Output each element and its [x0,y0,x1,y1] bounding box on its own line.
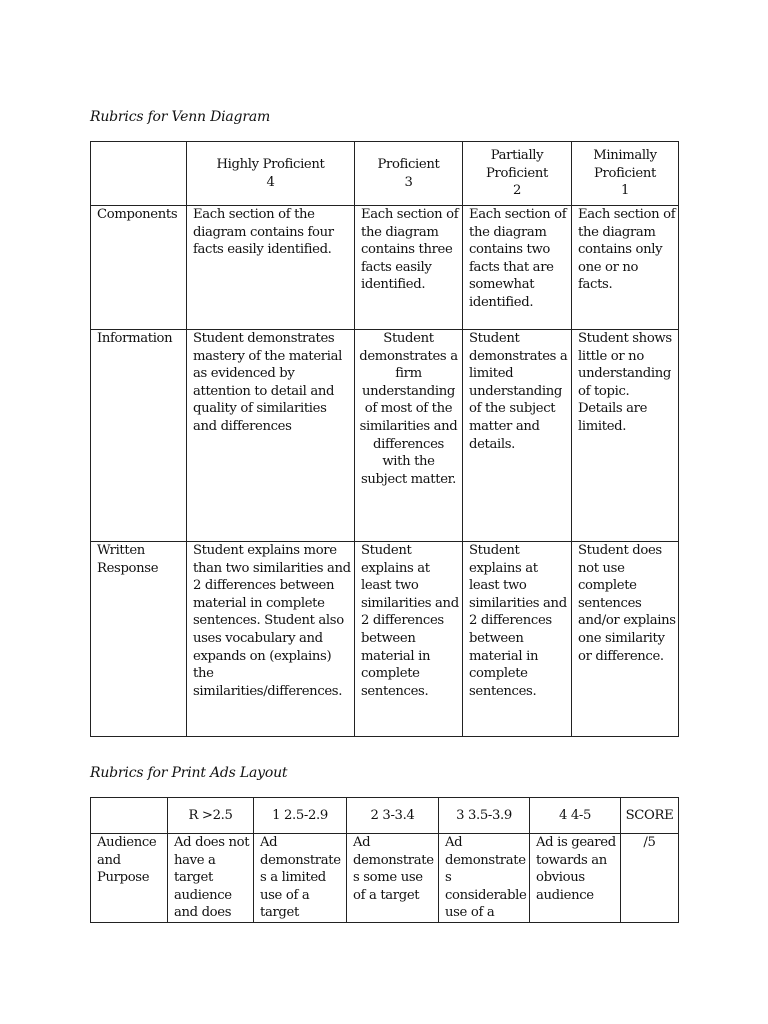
score-cell: /5 [621,834,679,923]
rubric-cell: Ad is geared towards an obvious audience [530,834,621,923]
header-score: 3 [404,174,413,190]
header-score: 2 [512,183,522,199]
table-header-row [91,142,679,206]
header-corner-cell [91,798,168,834]
criterion-information: Information [91,330,187,542]
criterion-audience-purpose: Audience and Purpose [91,834,168,923]
criterion-written-response: Written Response [91,542,187,737]
header-score-2: 2 3-3.4 [347,798,439,834]
header-score: 1 [620,183,630,199]
header-partially-proficient [463,142,572,206]
table-row [91,330,679,542]
header-score-1: 1 2.5-2.9 [254,798,347,834]
header-score-4: 4 4-5 [530,798,621,834]
header-score-r: R >2.5 [168,798,254,834]
rubric-cell: Student demonstrates a firm understanding of most of the similarities and differences with the subject matter. [355,330,463,542]
header-corner-cell [91,142,187,206]
header-label: Partially Proficient [486,148,548,181]
rubric-cell: Student explains more than two similarities and 2 differences between material in complete sentences. Student also uses vocabulary and expands on (explains) the similarities/differences. [187,542,355,737]
print-ads-rubric-table [90,797,679,923]
header-label: Minimally Proficient [593,148,657,181]
venn-rubric-caption: Rubrics for Venn Diagram [90,109,271,125]
header-score-total: SCORE [621,798,679,834]
rubric-cell: Student demonstrates a limited understanding of the subject matter and details. [463,330,572,542]
header-label: Highly Proficient [216,156,325,172]
rubric-cell: Each section of the diagram contains only one or no facts. [572,206,679,330]
table-row [91,542,679,737]
header-score-3: 3 3.5-3.9 [439,798,530,834]
rubric-cell: Ad demonstrates some use of a target [347,834,439,923]
rubric-cell: Each section of the diagram contains two facts that are somewhat identified. [463,206,572,330]
header-label: Proficient [377,156,440,172]
rubric-cell: Ad demonstrates a limited use of a target [254,834,347,923]
rubric-cell: Each section of the diagram contains four facts easily identified. [187,206,355,330]
table-header-row [91,798,679,834]
venn-rubric-table [90,141,679,737]
rubric-cell: Student shows little or no understanding of topic. Details are limited. [572,330,679,542]
table-row [91,834,679,923]
table-row [91,206,679,330]
header-score: 4 [266,174,275,190]
rubric-cell: Ad does not have a target audience and does [168,834,254,923]
header-minimally-proficient [572,142,679,206]
rubric-cell: Ad demonstrates considerable use of a [439,834,530,923]
header-highly-proficient [187,142,355,206]
print-ads-rubric-caption: Rubrics for Print Ads Layout [90,765,288,781]
rubric-cell: Each section of the diagram contains three facts easily identified. [355,206,463,330]
rubric-cell: Student explains at least two similarities and 2 differences between material in complete sentences. [355,542,463,737]
criterion-components: Components [91,206,187,330]
header-proficient [355,142,463,206]
rubric-cell: Student does not use complete sentences and/or explains one similarity or difference. [572,542,679,737]
rubric-cell: Student explains at least two similarities and 2 differences between material in complete sentences. [463,542,572,737]
rubric-cell: Student demonstrates mastery of the material as evidenced by attention to detail and quality of similarities and differences [187,330,355,542]
